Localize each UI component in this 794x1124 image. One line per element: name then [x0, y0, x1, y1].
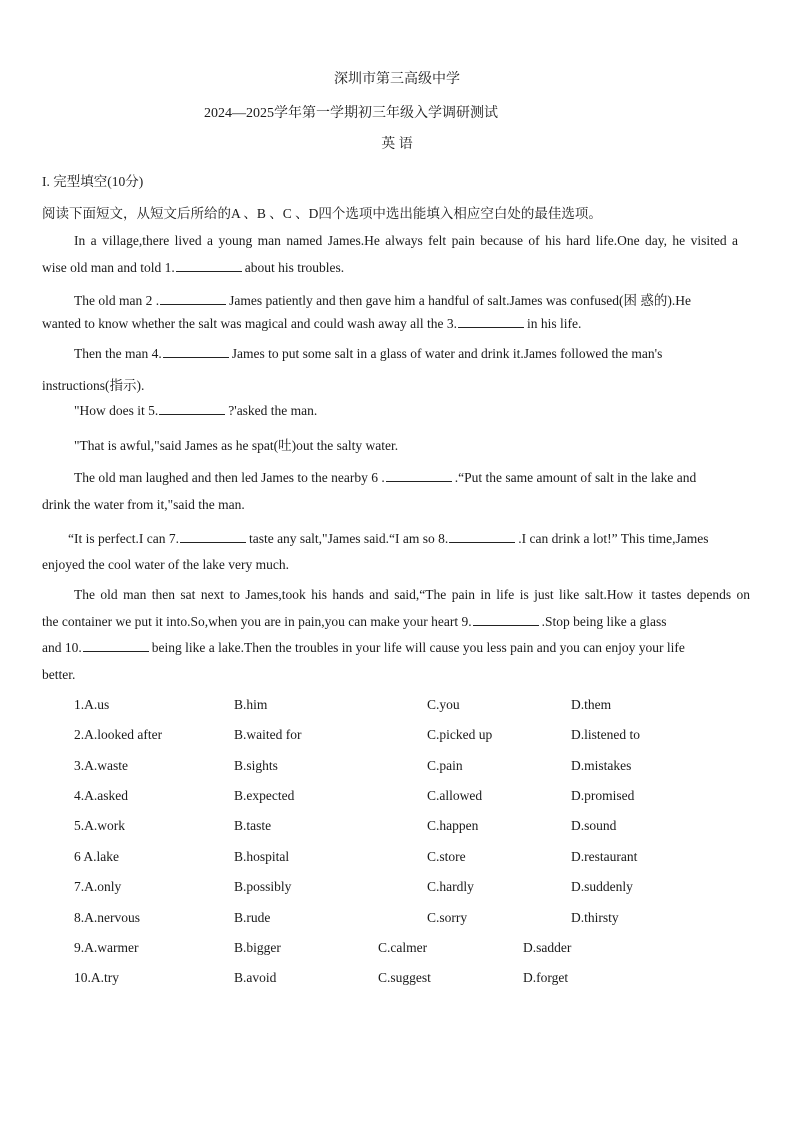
passage-text: “It is perfect.I can 7.: [68, 531, 179, 546]
option-8a[interactable]: 8.A.nervous: [74, 910, 140, 925]
blank-7: [180, 531, 246, 543]
passage-line: [42, 640, 685, 656]
passage-line: [42, 316, 581, 332]
option-3a[interactable]: 3.A.waste: [74, 758, 128, 773]
blank-8: [449, 531, 515, 543]
option-1d[interactable]: D.them: [571, 697, 612, 712]
passage-text: wise old man and told 1.: [42, 260, 175, 275]
option-6a[interactable]: 6 A.lake: [74, 849, 119, 864]
passage-text: the container we put it into.So,when you are in pain,you can make your heart 9.: [42, 614, 472, 629]
exam-title: 2024—2025学年第一学期初三年级入学调研测试: [204, 106, 498, 121]
section-instruction: 阅读下面短文，从短文后所给的A 、B 、C 、D四个选项中选出能填入相应空白处的最佳选项。: [42, 206, 602, 221]
blank-2: [160, 293, 226, 305]
passage-line: [74, 289, 691, 309]
section-title: I. 完型填空(10分): [42, 174, 144, 189]
option-10a[interactable]: 10.A.try: [74, 970, 119, 985]
blank-6: [386, 470, 452, 482]
passage-text: James to put some salt in a glass of water and drink it.James followed the man's: [231, 346, 663, 361]
passage-line: enjoyed the cool water of the lake very much.: [42, 557, 290, 572]
passage-text: .“Put the same amount of salt in the lake and: [454, 470, 697, 485]
passage-line: instructions(指示).: [42, 378, 145, 393]
option-7c[interactable]: C.hardly: [427, 879, 474, 894]
passage-text: being like a lake.Then the troubles in your life will cause you less pain and you can enjoy your life: [151, 640, 685, 655]
option-2b[interactable]: B.waited for: [234, 727, 302, 742]
option-2c[interactable]: C.picked up: [427, 727, 493, 742]
option-9c[interactable]: C.calmer: [378, 940, 428, 955]
option-1c[interactable]: C.you: [427, 697, 460, 712]
blank-3: [458, 316, 524, 328]
passage-text: about his troubles.: [244, 260, 345, 275]
passage-text: and 10.: [42, 640, 82, 655]
passage-line: The old man then sat next to James,took his hands and said,“The pain in life is just like salt.How it tastes depends on: [74, 587, 750, 602]
blank-10: [83, 640, 149, 652]
passage-text: .Stop being like a glass: [541, 614, 667, 629]
option-3b[interactable]: B.sights: [234, 758, 278, 773]
passage-line: [74, 403, 317, 419]
option-5d[interactable]: D.sound: [571, 818, 617, 833]
passage-line: In a village,there lived a young man named James.He always felt pain because of his hard life.One day, he visited a: [74, 233, 738, 248]
option-8b[interactable]: B.rude: [234, 910, 271, 925]
option-7b[interactable]: B.possibly: [234, 879, 292, 894]
option-6d[interactable]: D.restaurant: [571, 849, 638, 864]
subject-title: 英 语: [381, 137, 413, 152]
passage-text: .I can drink a lot!” This time,James: [518, 531, 709, 546]
option-2a[interactable]: 2.A.looked after: [74, 727, 163, 742]
option-6b[interactable]: B.hospital: [234, 849, 290, 864]
option-3c[interactable]: C.pain: [427, 758, 463, 773]
option-9d[interactable]: D.sadder: [523, 940, 572, 955]
option-4a[interactable]: 4.A.asked: [74, 788, 128, 803]
option-10b[interactable]: B.avoid: [234, 970, 277, 985]
option-5a[interactable]: 5.A.work: [74, 818, 125, 833]
option-2d[interactable]: D.listened to: [571, 727, 640, 742]
option-7a[interactable]: 7.A.only: [74, 879, 122, 894]
passage-text: James patiently and then gave him a handful of salt.James was confused(困 惑的).He: [229, 293, 691, 308]
option-9b[interactable]: B.bigger: [234, 940, 281, 955]
passage-text: wanted to know whether the salt was magical and could wash away all the 3.: [42, 316, 457, 331]
passage-line: [42, 614, 667, 630]
school-name: 深圳市第三高级中学: [334, 72, 460, 87]
option-10d[interactable]: D.forget: [523, 970, 569, 985]
option-5c[interactable]: C.happen: [427, 818, 479, 833]
blank-9: [473, 614, 539, 626]
passage-line: better.: [42, 667, 76, 682]
option-3d[interactable]: D.mistakes: [571, 758, 632, 773]
option-7d[interactable]: D.suddenly: [571, 879, 633, 894]
passage-text: Then the man 4.: [74, 346, 162, 361]
passage-text: ?'asked the man.: [228, 403, 318, 418]
passage-line: [74, 346, 662, 362]
passage-line: "That is awful,"said James as he spat(吐)out the salty water.: [74, 438, 399, 453]
passage-text: in his life.: [527, 316, 582, 331]
option-4d[interactable]: D.promised: [571, 788, 635, 803]
option-5b[interactable]: B.taste: [234, 818, 272, 833]
blank-4: [163, 346, 229, 358]
option-10c[interactable]: C.suggest: [378, 970, 431, 985]
option-8c[interactable]: C.sorry: [427, 910, 468, 925]
blank-5: [159, 403, 225, 415]
passage-line: [68, 531, 709, 547]
option-1a[interactable]: 1.A.us: [74, 697, 110, 712]
passage-text: "How does it 5.: [74, 403, 159, 418]
passage-text: The old man laughed and then led James to the nearby 6 .: [74, 470, 385, 485]
option-9a[interactable]: 9.A.warmer: [74, 940, 139, 955]
passage-line: [74, 470, 696, 486]
passage-line: drink the water from it,"said the man.: [42, 497, 245, 512]
option-1b[interactable]: B.him: [234, 697, 268, 712]
option-4b[interactable]: B.expected: [234, 788, 295, 803]
passage-line: [42, 260, 344, 276]
option-8d[interactable]: D.thirsty: [571, 910, 619, 925]
passage-text: The old man 2 .: [74, 293, 160, 308]
option-6c[interactable]: C.store: [427, 849, 466, 864]
passage-text: taste any salt,"James said.“I am so 8.: [248, 531, 449, 546]
option-4c[interactable]: C.allowed: [427, 788, 483, 803]
blank-1: [176, 260, 242, 272]
